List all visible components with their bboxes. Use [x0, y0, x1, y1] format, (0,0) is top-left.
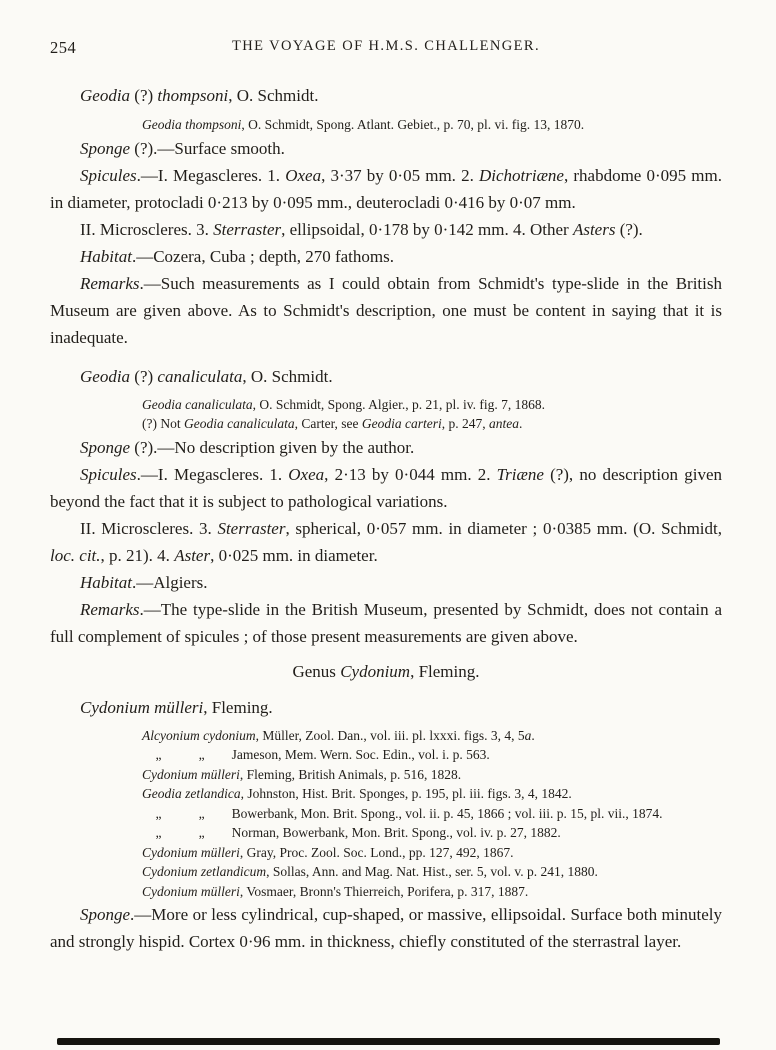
text-run: Asters	[572, 219, 616, 239]
paragraph-spicules	[50, 461, 722, 515]
text-run: , Vosmaer, Bronn's Thierreich, Porifera, p. 317, 1887.	[239, 883, 529, 899]
running-title: THE VOYAGE OF H.M.S. CHALLENGER.	[232, 38, 540, 54]
paragraph-sponge	[50, 135, 722, 162]
text-run: , ellipsoidal, 0·178 by 0·142 mm. 4. Other	[281, 219, 573, 239]
text-run: Geodia carteri	[361, 416, 442, 431]
text-run: Habitat	[80, 572, 132, 592]
text-run: (?).	[615, 219, 643, 239]
text-run: thompsoni	[157, 86, 229, 105]
text-run: Remarks	[80, 599, 140, 619]
text-run: , O. Schmidt, Spong. Atlant. Gebiet., p. 70, pl. vi. fig. 13, 1870.	[241, 117, 585, 132]
text-run: Geodia thompsoni	[142, 117, 242, 132]
text-run: , 0·025 mm. in diameter.	[210, 545, 378, 565]
text-run: , 3·37 by 0·05 mm. 2.	[321, 165, 479, 185]
text-run: (?)	[130, 366, 158, 386]
text-run: „ „ Jameson, Mem. Wern. Soc. Edin., vol. i. p. 563.	[142, 747, 490, 762]
synonymy-line	[142, 882, 722, 902]
text-run: .—Algiers.	[131, 572, 208, 592]
text-run: Cydonium	[340, 661, 411, 681]
text-run: Geodia canaliculata	[183, 416, 295, 431]
text-run: Sponge	[80, 905, 131, 924]
text-run: Aster	[174, 545, 211, 565]
text-run: , O. Schmidt.	[242, 366, 333, 386]
text-run: .	[519, 416, 523, 431]
text-run: Oxea	[288, 464, 325, 484]
page-header	[50, 38, 722, 58]
synonymy-line	[142, 115, 722, 135]
text-run: , O. Schmidt.	[228, 86, 319, 105]
text-run: Geodia	[80, 366, 131, 386]
text-run: Oxea	[285, 165, 322, 185]
text-run: antea	[489, 416, 520, 431]
text-run: , Carter, see	[294, 416, 362, 431]
synonymy-block-geodia-canaliculata	[142, 395, 722, 434]
text-run: , p. 247,	[441, 416, 490, 431]
text-run: , Sollas, Ann. and Mag. Nat. Hist., ser. 5, vol. v. p. 241, 1880.	[266, 864, 598, 879]
text-run: .—I. Megascleres. 1.	[136, 165, 286, 185]
species-heading-cydonium-mulleri	[50, 696, 722, 720]
text-run: .—Such measurements as I could obtain from Schmidt's type-slide in the British Museum are given above. As to Schmidt's description, one must be content in saying that it is inadequate.	[50, 273, 722, 347]
text-run: Geodia canaliculata	[142, 396, 253, 412]
text-run: Sponge	[80, 437, 131, 457]
text-run: Triæne	[496, 464, 544, 484]
synonymy-line	[142, 726, 722, 746]
text-run: a	[524, 727, 532, 743]
text-run: , Gray, Proc. Zool. Soc. Lond., pp. 127, 492, 1867.	[239, 844, 514, 860]
synonymy-line	[142, 784, 722, 804]
text-run: , rhabdome 0·095 mm. in diameter, protocladi 0·213 by 0·095 mm., deuterocladi 0·416 by 0·07 mm.	[50, 165, 722, 212]
species-heading-geodia-thompsoni	[50, 84, 722, 108]
text-run: Genus	[292, 661, 341, 681]
text-run: .—I. Megascleres. 1.	[136, 464, 289, 484]
paragraph-sponge	[50, 901, 722, 955]
synonymy-line	[142, 804, 722, 824]
text-run: .	[531, 727, 535, 743]
text-run: Geodia	[80, 86, 131, 105]
text-run: Sterraster	[213, 219, 282, 239]
text-run: Cydonium mülleri	[80, 697, 204, 717]
text-run: canaliculata	[157, 366, 243, 386]
page-number: 254	[50, 38, 77, 57]
text-run: , Fleming, British Animals, p. 516, 1828.	[239, 766, 462, 782]
text-run: Cydonium zetlandicum	[142, 864, 267, 879]
text-run: Spicules	[80, 165, 137, 185]
text-run: loc. cit.	[50, 545, 101, 565]
synonymy-line	[142, 843, 722, 863]
text-run: (?), no description given beyond the fact that it is subject to pathological variations.	[50, 464, 722, 511]
text-run: Dichotriæne	[478, 165, 564, 185]
text-run: (?) Not	[142, 416, 184, 431]
paragraph-spicules	[50, 162, 722, 216]
text-run: Cydonium mülleri	[142, 766, 240, 782]
text-run: II. Microscleres. 3.	[80, 219, 214, 239]
text-run: Spicules	[80, 464, 137, 484]
synonymy-line	[142, 823, 722, 843]
text-run: (?).—No description given by the author.	[130, 437, 415, 457]
paragraph-habitat	[50, 243, 722, 270]
paragraph-habitat	[50, 569, 722, 596]
paragraph-remarks	[50, 596, 722, 650]
text-run: .—The type-slide in the British Museum, presented by Schmidt, does not contain a full complement of spicules ; of those present measurements are given above.	[50, 599, 722, 646]
paragraph-microscleres	[50, 515, 722, 569]
text-run: , spherical, 0·057 mm. in diameter ; 0·0385 mm. (O. Schmidt,	[285, 518, 722, 538]
text-run: , Fleming.	[203, 697, 273, 717]
species-heading-geodia-canaliculata	[50, 365, 722, 389]
synonymy-line	[142, 395, 722, 415]
synonymy-line	[142, 765, 722, 785]
text-run: Geodia zetlandica	[142, 786, 241, 801]
text-run: , p. 21). 4.	[100, 545, 175, 565]
text-run: II. Microscleres. 3.	[80, 518, 218, 538]
scan-artifact-bar	[57, 1038, 720, 1045]
text-run: Sponge	[80, 138, 131, 158]
synonymy-block-cydonium-mulleri	[142, 726, 722, 902]
text-run: , Müller, Zool. Dan., vol. iii. pl. lxxxi. figs. 3, 4, 5	[255, 727, 525, 743]
text-run: Habitat	[80, 246, 132, 266]
text-run: Sterraster	[217, 518, 286, 538]
synonymy-block-geodia-thompsoni	[142, 115, 722, 135]
text-run: , 2·13 by 0·044 mm. 2.	[324, 464, 497, 484]
text-run: , O. Schmidt, Spong. Algier., p. 21, pl. iv. fig. 7, 1868.	[252, 396, 545, 412]
synonymy-line	[142, 862, 722, 882]
paragraph-remarks	[50, 270, 722, 351]
text-run: Alcyonium cydonium	[142, 727, 256, 743]
text-run: .—Cozera, Cuba ; depth, 270 fathoms.	[131, 246, 394, 266]
text-run: Cydonium mülleri	[142, 883, 240, 899]
text-run: „ „ Norman, Bowerbank, Mon. Brit. Spong., vol. iv. p. 27, 1882.	[142, 825, 561, 840]
genus-heading-cydonium	[50, 660, 722, 684]
paragraph-sponge	[50, 434, 722, 461]
text-run: , Johnston, Hist. Brit. Sponges, p. 195, pl. iii. figs. 3, 4, 1842.	[240, 786, 572, 801]
text-run: (?).—Surface smooth.	[130, 138, 285, 158]
paragraph-microscleres	[50, 216, 722, 243]
synonymy-line	[142, 745, 722, 765]
text-run: „ „ Bowerbank, Mon. Brit. Spong., vol. ii. p. 45, 1866 ; vol. iii. p. 15, pl. vii., 1874.	[142, 805, 663, 821]
text-run: .—More or less cylindrical, cup-shaped, or massive, ellipsoidal. Surface both minutely and strongly hispid. Cortex 0·96 mm. in thickness, chiefly constituted of the sterrastral layer.	[50, 905, 722, 951]
synonymy-line	[142, 414, 722, 434]
text-run: , Fleming.	[410, 661, 480, 681]
text-run: Cydonium mülleri	[142, 844, 240, 860]
text-run: Remarks	[80, 273, 140, 293]
text-run: (?)	[130, 86, 158, 105]
